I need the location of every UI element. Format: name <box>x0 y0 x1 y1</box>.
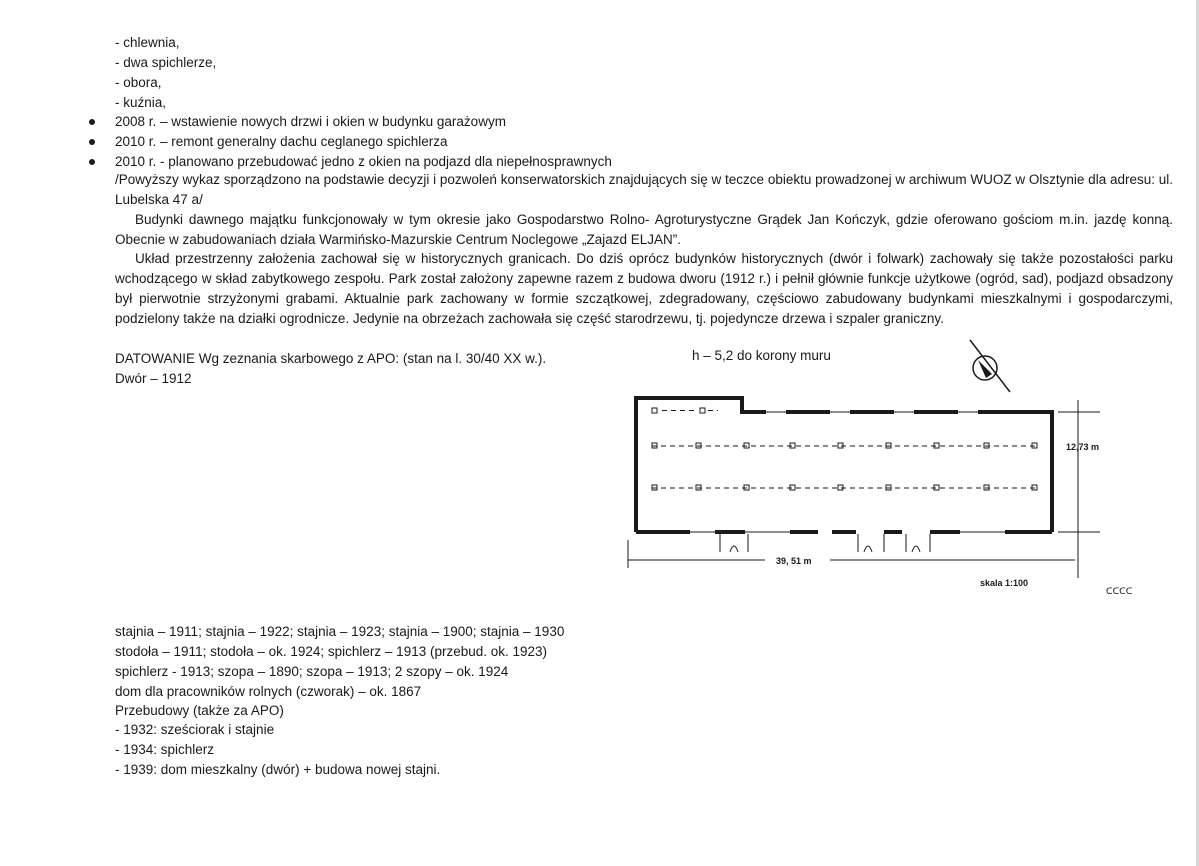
list-item: - 1939: dom mieszkalny (dwór) + budowa nowej stajni. <box>115 762 441 777</box>
bullet-item: 2010 r. - planowano przebudować jedno z okien na podjazd dla niepełnosprawnych <box>115 154 612 169</box>
dating-heading: DATOWANIE Wg zeznania skarbowego z APO: (stan na l. 30/40 XX w.). <box>115 351 547 366</box>
list-item: - kuźnia, <box>115 95 167 110</box>
length-dimension: 39, 51 m <box>776 556 812 566</box>
list-item: - 1932: sześciorak i stajnie <box>115 722 275 737</box>
width-dimension: 12,73 m <box>1066 442 1100 452</box>
scale-bar: ᑕᑕᑕᑕ <box>1106 586 1133 596</box>
paragraph-1: Budynki dawnego majątku funkcjonowały w tym okresie jako Gospodarstwo Rolno- Agroturystyczne Grądek Jan Kończyk, gdzie oferowano gościom m.in. jazdę konną. Obecnie w zabudowaniach działa Warmińsko-Mazurskie Centrum Noclegowe „Zajazd ELJAN”. <box>115 212 1173 247</box>
source-note-text: /Powyższy wykaz sporządzono na podstawie decyzji i pozwoleń konserwatorskich znajdujących się w teczce obiektu prowadzonej w archiwum WUOZ w Olsztynie dla adresu: ul. Lubelska 47 a/ <box>115 172 1173 207</box>
paragraph-2: Układ przestrzenny założenia zachował się w historycznych granicach. Do dziś oprócz budynków historycznych (dwór i folwark) zachowały się także pozostałości parku wchodzącego w skład zabytkowego zespołu. Park został założony zapewne razem z budowa dworu (1912 r.) i pełnił głównie funkcje użytkowe (ogród, sad), podjazd obsadzony był pierwotnie strzyżonymi grabami. Aktualnie park zachowany w formie szczątkowej, zdegradowany, częściowo zabudowany budynkami mieszkalnymi i gospodarczymi, podzielony także na działki ogrodnicze. Jedynie na obrzeżach zachowała się część starodrzewu, tj. pojedyncze drzewa i szpaler graniczny. <box>115 251 1173 326</box>
source-note <box>115 170 1173 210</box>
north-arrow-icon <box>970 340 1010 392</box>
list-item: - dwa spichlerze, <box>115 55 217 70</box>
building-walls <box>636 398 1052 532</box>
post-rows <box>652 408 1037 490</box>
list-item: stajnia – 1911; stajnia – 1922; stajnia – 1923; stajnia – 1900; stajnia – 1930 <box>115 624 565 639</box>
bullet-item: 2008 r. – wstawienie nowych drzwi i okien w budynku garażowym <box>115 114 506 129</box>
dating-manor: Dwór – 1912 <box>115 371 192 386</box>
height-note: h – 5,2 do korony muru <box>692 348 831 363</box>
list-item: spichlerz - 1913; szopa – 1890; szopa – 1913; 2 szopy – ok. 1924 <box>115 664 509 679</box>
list-item: - obora, <box>115 75 162 90</box>
bullet-item: 2010 r. – remont generalny dachu ceglanego spichlerza <box>115 134 448 149</box>
list-item: - 1934: spichlerz <box>115 742 215 757</box>
bullet-icon <box>89 159 95 165</box>
list-item: Przebudowy (także za APO) <box>115 703 284 718</box>
building-floor-plan <box>600 330 1160 610</box>
list-item: stodoła – 1911; stodoła – ok. 1924; spichlerz – 1913 (przebud. ok. 1923) <box>115 644 548 659</box>
door-symbols <box>720 534 930 552</box>
list-item: dom dla pracowników rolnych (czworak) – ok. 1867 <box>115 684 422 699</box>
bullet-icon <box>89 119 95 125</box>
list-item: - chlewnia, <box>115 35 180 50</box>
bullet-icon <box>89 139 95 145</box>
scale-label: skala 1:100 <box>980 578 1029 588</box>
